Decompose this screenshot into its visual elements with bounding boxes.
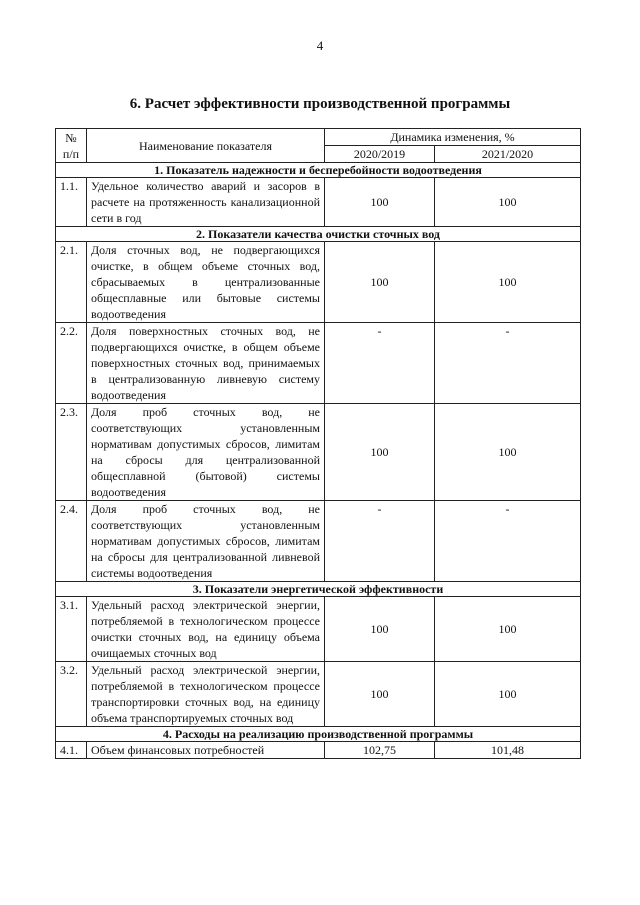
value-2020-2019: 102,75 (325, 742, 435, 759)
indicator-name: Удельный расход электрической энергии, потребляемой в технологическом процессе очистки сточных вод, на единицу объема очищаемых сточных вод (87, 597, 325, 662)
section-row (56, 727, 581, 742)
col-header-dynamics: Динамика изменения, % (325, 129, 581, 146)
section-row (56, 227, 581, 242)
col-header-num: № п/п (56, 129, 87, 163)
value-2020-2019: 100 (325, 178, 435, 227)
value-2020-2019: 100 (325, 662, 435, 727)
table-row (56, 178, 581, 227)
value-2021-2020: - (435, 501, 581, 582)
section-title: 2. Показатели качества очистки сточных вод (56, 227, 581, 242)
value-2021-2020: 100 (435, 662, 581, 727)
indicator-name: Доля сточных вод, не подвергающихся очистке, в общем объеме сточных вод, сбрасываемых в централизованные общесплавные или бытовые системы водоотведения (87, 242, 325, 323)
value-2021-2020: 100 (435, 597, 581, 662)
indicator-name: Доля проб сточных вод, не соответствующих установленным нормативам допустимых сбросов, лимитам на сбросы для централизованной ливневой системы водоотведения (87, 501, 325, 582)
row-number: 1.1. (56, 178, 87, 227)
col-header-period2: 2021/2020 (435, 146, 581, 163)
indicator-name: Доля проб сточных вод, не соответствующих установленным нормативам допустимых сбросов, лимитам на сбросы для централизованной общесплавной (бытовой) системы водоотведения (87, 404, 325, 501)
value-2021-2020: 100 (435, 404, 581, 501)
table-body (56, 163, 581, 759)
efficiency-table (55, 128, 581, 759)
row-number: 3.1. (56, 597, 87, 662)
table-row (56, 501, 581, 582)
table-row (56, 323, 581, 404)
col-header-period1: 2020/2019 (325, 146, 435, 163)
indicator-name: Объем финансовых потребностей (87, 742, 325, 759)
value-2021-2020: 100 (435, 178, 581, 227)
value-2021-2020: - (435, 323, 581, 404)
row-number: 2.4. (56, 501, 87, 582)
table-row (56, 742, 581, 759)
value-2021-2020: 101,48 (435, 742, 581, 759)
row-number: 2.2. (56, 323, 87, 404)
page-title: 6. Расчет эффективности производственной программы (129, 96, 511, 112)
section-row (56, 582, 581, 597)
table-row (56, 662, 581, 727)
value-2020-2019: 100 (325, 404, 435, 501)
header-row (56, 129, 581, 146)
page-number: 4 (316, 38, 324, 53)
section-row (56, 163, 581, 178)
value-2020-2019: - (325, 323, 435, 404)
value-2021-2020: 100 (435, 242, 581, 323)
section-title: 3. Показатели энергетической эффективности (56, 582, 581, 597)
table-row (56, 597, 581, 662)
value-2020-2019: 100 (325, 242, 435, 323)
row-number: 3.2. (56, 662, 87, 727)
indicator-name: Удельное количество аварий и засоров в расчете на протяженность канализационной сети в год (87, 178, 325, 227)
section-title: 1. Показатель надежности и бесперебойности водоотведения (56, 163, 581, 178)
col-header-name: Наименование показателя (87, 129, 325, 163)
value-2020-2019: - (325, 501, 435, 582)
row-number: 4.1. (56, 742, 87, 759)
table-row (56, 404, 581, 501)
indicator-name: Доля поверхностных сточных вод, не подвергающихся очистке, в общем объеме поверхностных сточных вод, принимаемых в централизованную ливневую систему водоотведения (87, 323, 325, 404)
value-2020-2019: 100 (325, 597, 435, 662)
table-row (56, 242, 581, 323)
row-number: 2.1. (56, 242, 87, 323)
section-title: 4. Расходы на реализацию производственной программы (56, 727, 581, 742)
indicator-name: Удельный расход электрической энергии, потребляемой в технологическом процессе транспортировки сточных вод, на единицу объема транспортируемых сточных вод (87, 662, 325, 727)
row-number: 2.3. (56, 404, 87, 501)
